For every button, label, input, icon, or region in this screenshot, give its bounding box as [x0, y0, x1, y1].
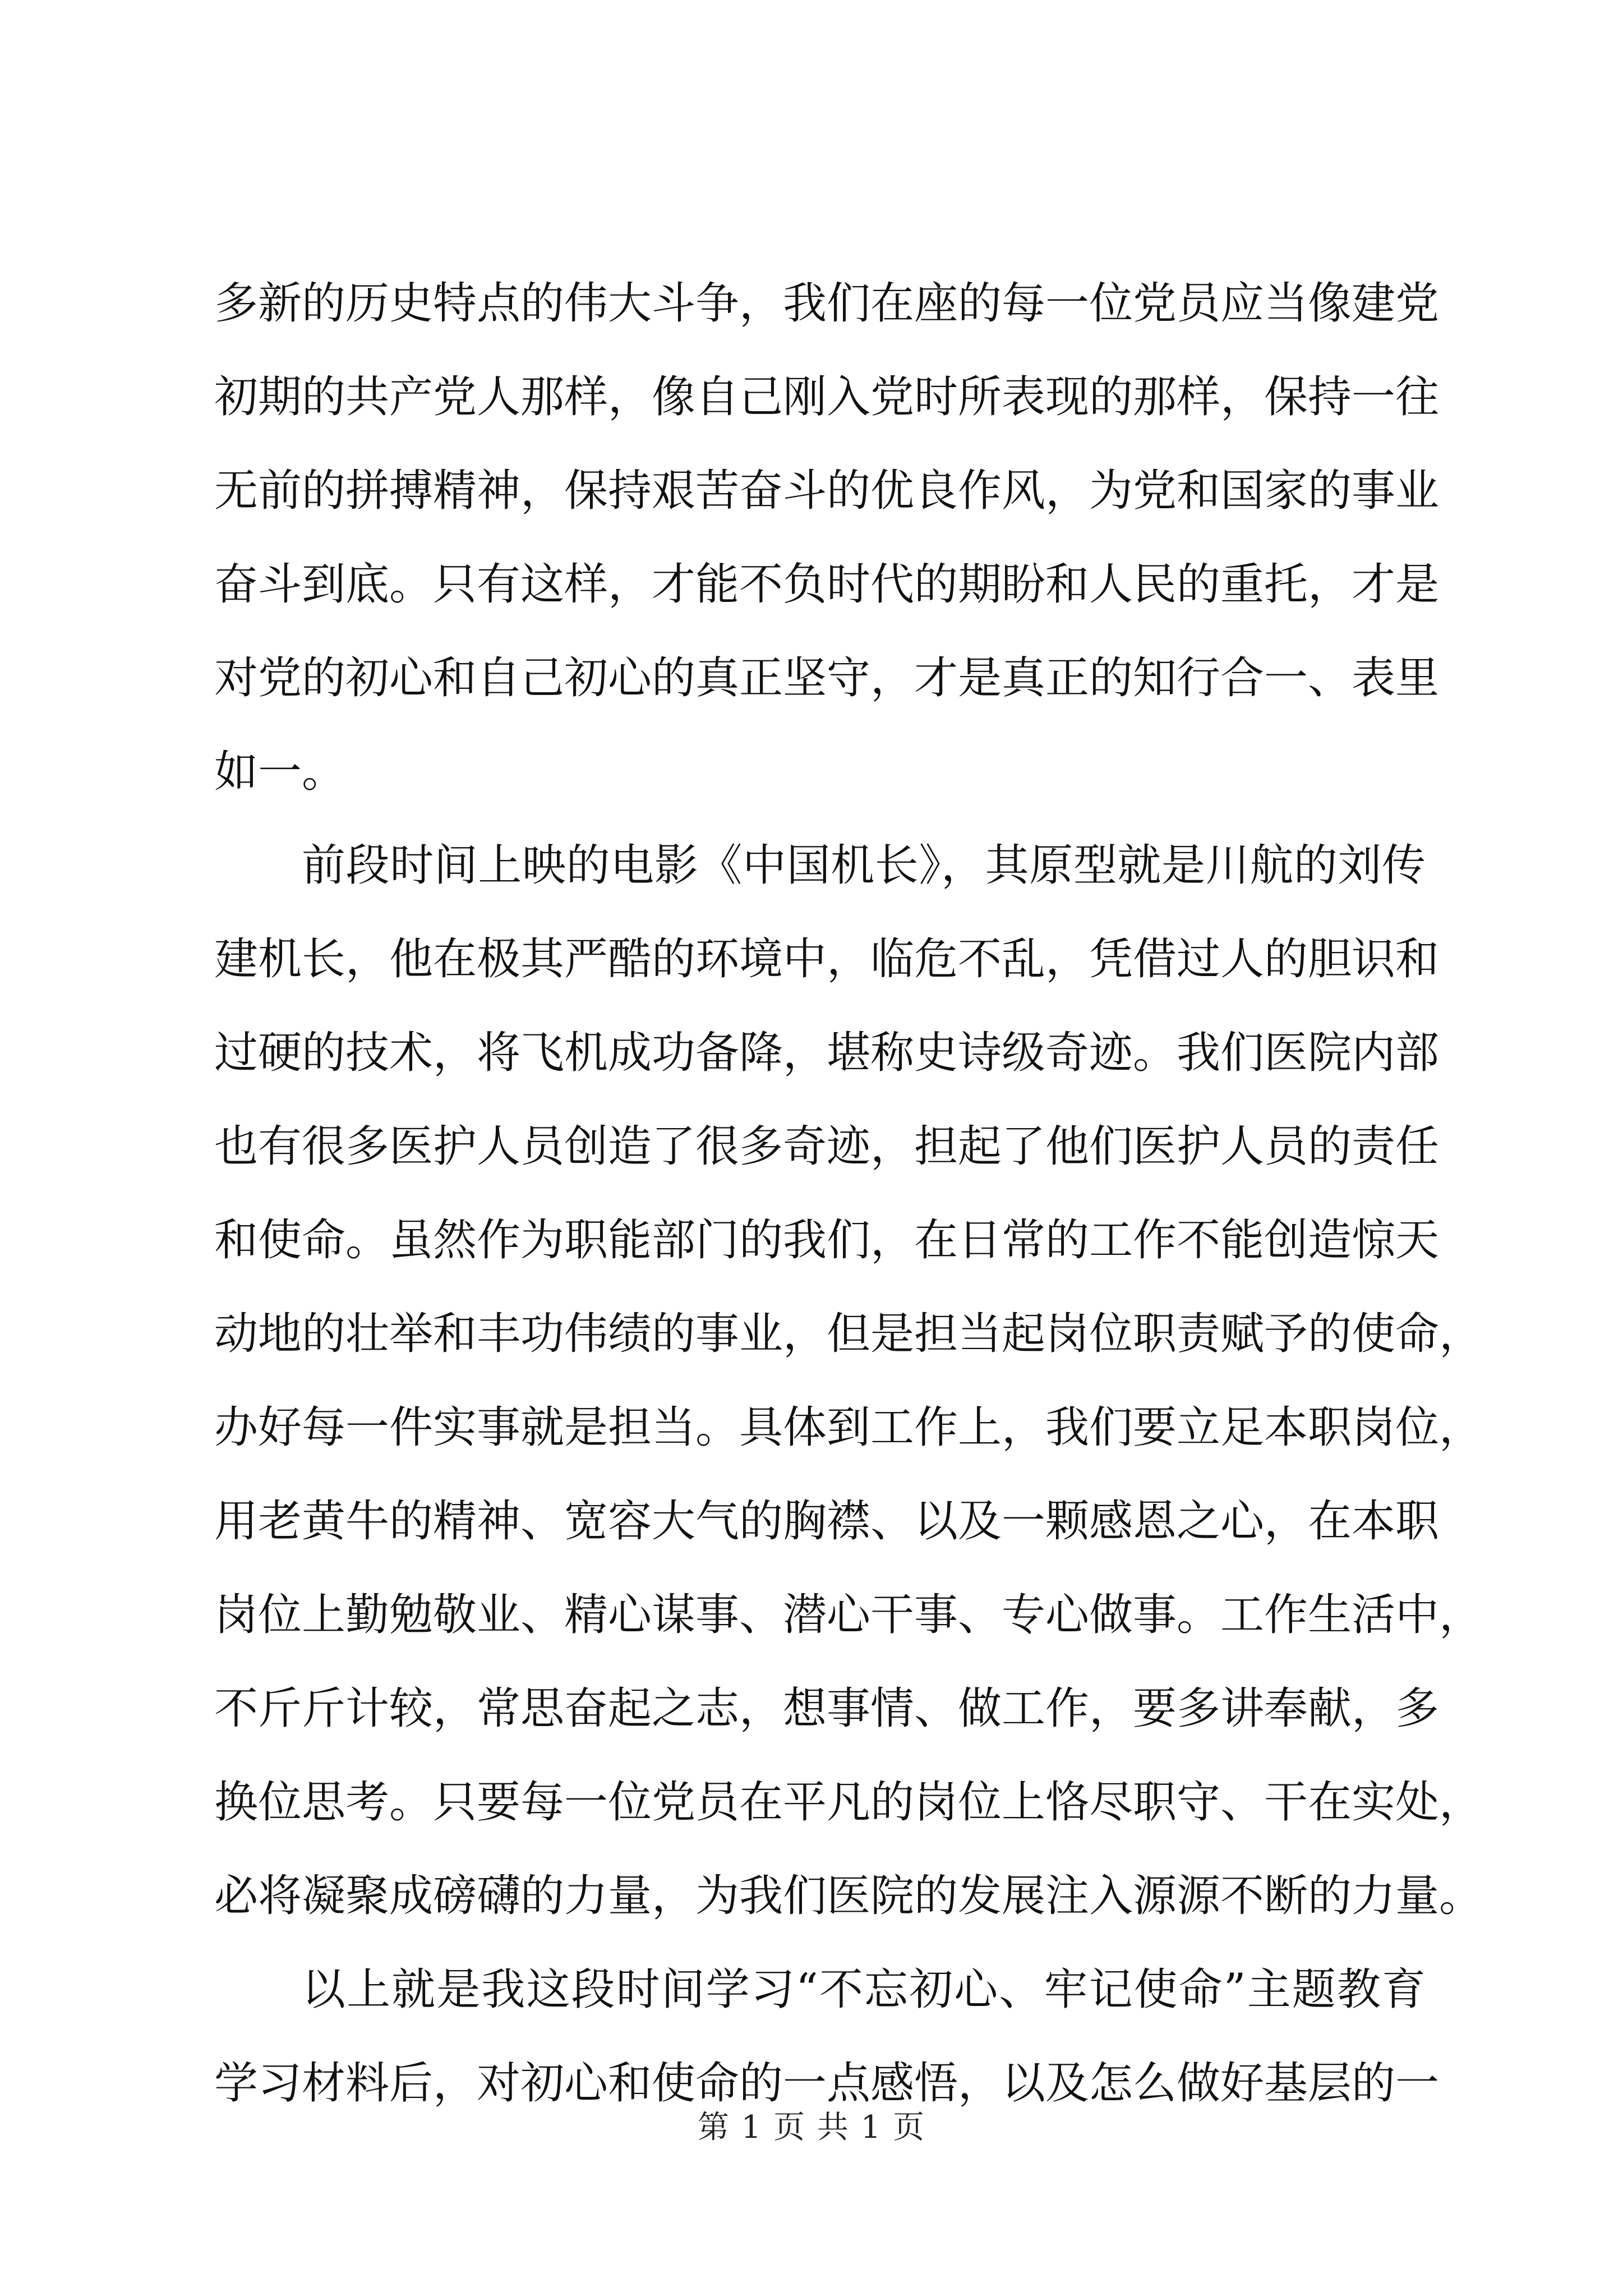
- text-line: 和使命。虽然作为职能部门的我们，在日常的工作不能创造惊天: [214, 1215, 1440, 1266]
- text-line: 多新的历史特点的伟大斗争，我们在座的每一位党员应当像建党: [214, 278, 1440, 329]
- text-line: 奋斗到底。只有这样，才能不负时代的期盼和人民的重托，才是: [214, 559, 1440, 610]
- text-line: 换位思考。只要每一位党员在平凡的岗位上恪尽职守、干在实处，: [214, 1777, 1483, 1828]
- text-line: 过硬的技术，将飞机成功备降，堪称史诗级奇迹。我们医院内部: [214, 1028, 1440, 1078]
- text-line: 动地的壮举和丰功伟绩的事业，但是担当起岗位职责赋予的使命，: [214, 1309, 1483, 1359]
- text-line: 学习材料后，对初心和使命的一点感悟，以及怎么做好基层的一: [214, 2058, 1440, 2109]
- paragraph: [214, 819, 1483, 1943]
- text-line: 必将凝聚成磅礴的力量，为我们医院的发展注入源源不断的力量。: [214, 1871, 1483, 1921]
- text-line: 也有很多医护人员创造了很多奇迹，担起了他们医护人员的责任: [214, 1121, 1440, 1172]
- text-line: 对党的初心和自己初心的真正坚守，才是真正的知行合一、表里: [214, 653, 1440, 703]
- text-line: 如一。: [214, 747, 346, 797]
- text-line: 办好每一件实事就是担当。具体到工作上，我们要立足本职岗位，: [214, 1402, 1483, 1453]
- paragraph: [214, 257, 1440, 819]
- text-line: 建机长，他在极其严酷的环境中，临危不乱，凭借过人的胆识和: [214, 934, 1440, 984]
- text-line: 不斤斤计较，常思奋起之志，想事情、做工作，要多讲奉献，多: [214, 1683, 1440, 1734]
- text-line: 初期的共产党人那样，像自己刚入党时所表现的那样，保持一往: [214, 372, 1440, 422]
- text-line: 以上就是我这段时间学习“不忘初心、牢记使命”主题教育: [302, 1964, 1426, 2015]
- page-number-footer: 第 1 页 共 1 页: [697, 2109, 926, 2146]
- text-line: 用老黄牛的精神、宽容大气的胸襟、以及一颗感恩之心，在本职: [214, 1496, 1440, 1547]
- document-body: [214, 257, 1483, 2131]
- text-line: 岗位上勤勉敬业、精心谋事、潜心干事、专心做事。工作生活中，: [214, 1590, 1483, 1640]
- text-line: 前段时间上映的电影《中国机长》，其原型就是川航的刘传: [302, 840, 1426, 891]
- text-line: 无前的拼搏精神，保持艰苦奋斗的优良作风，为党和国家的事业: [214, 466, 1440, 516]
